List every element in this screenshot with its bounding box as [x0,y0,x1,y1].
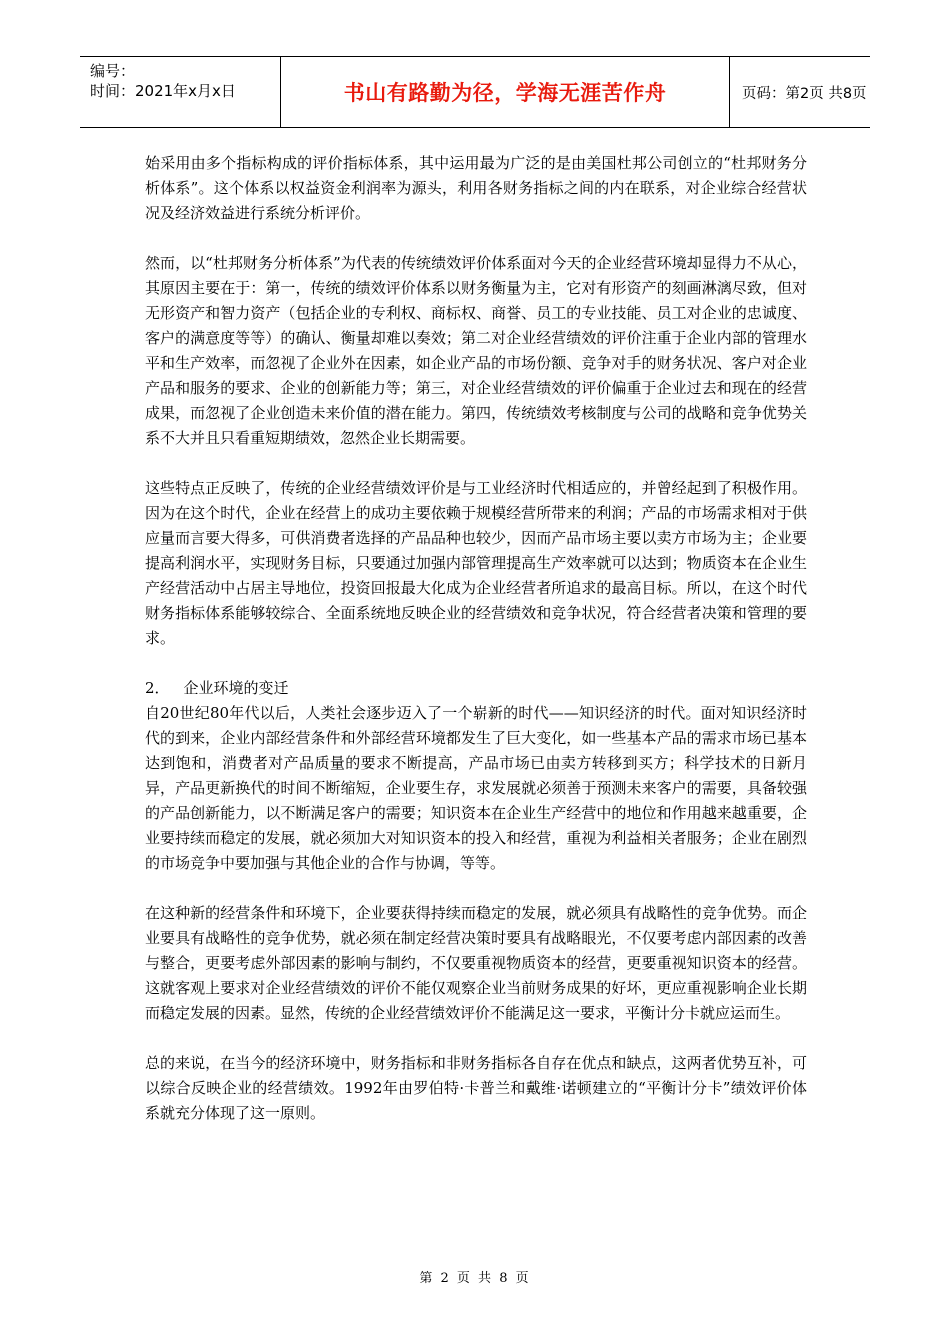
header-motto: 书山有路勤为径，学海无涯苦作舟 [281,57,730,127]
section-heading [145,676,807,701]
paragraph: 始采用由多个指标构成的评价指标体系，其中运用最为广泛的是由美国杜邦公司创立的“杜邦财务分析体系”。这个体系以权益资金利润率为源头，利用各财务指标之间的内在联系，对企业综合经营状况及经济效益进行系统分析评价。 [145,154,807,222]
header-page-label: 页码：第2页 共8页 [742,85,867,102]
paragraph: 自20世纪80年代以后，人类社会逐步迈入了一个崭新的时代——知识经济的时代。面对知识经济时代的到来，企业内部经营条件和外部经营环境都发生了巨大变化，如一些基本产品的需求市场已基本达到饱和，消费者对产品质量的要求不断提高，产品市场已由卖方转移到买方；科学技术的日新月异，产品更新换代的时间不断缩短，企业要生存，求发展就必须善于预测未来客户的需要，具备较强的产品创新能力，以不断满足客户的需要；知识资本在企业生产经营中的地位和作用越来越重要，企业要持续而稳定的发展，就必须加大对知识资本的投入和经营，重视为利益相关者服务；企业在剧烈的市场竞争中要加强与其他企业的合作与协调，等等。 [145,704,807,872]
paragraph: 在这种新的经营条件和环境下，企业要获得持续而稳定的发展，就必须具有战略性的竞争优势。而企业要具有战略性的竞争优势，就必须在制定经营决策时要具有战略眼光，不仅要考虑内部因素的改善与整合，更要考虑外部因素的影响与制约，不仅要重视物质资本的经营，更要重视知识资本的经营。这就客观上要求对企业经营绩效的评价不能仅观察企业当前财务成果的好坏，更应重视影响企业长期而稳定发展的因素。显然，传统的企业经营绩效评价不能满足这一要求，平衡计分卡就应运而生。 [145,904,807,1022]
document-number-label: 编号： [90,62,136,80]
paragraph: 这些特点正反映了，传统的企业经营绩效评价是与工业经济时代相适应的，并曾经起到了积极作用。因为在这个时代，企业在经营上的成功主要依赖于规模经营所带来的利润；产品的市场需求相对于供应量而言要大得多，可供消费者选择的产品品种也较少，因而产品市场主要以卖方市场为主；企业要提高利润水平，实现财务目标，只要通过加强内部管理提高生产效率就可以达到；物质资本在企业生产经营活动中占居主导地位，投资回报最大化成为企业经营者所追求的最高目标。所以，在这个时代财务指标体系能够较综合、全面系统地反映企业的经营绩效和竞争状况，符合经营者决策和管理的要求。 [145,479,807,647]
paragraph: 然而，以“杜邦财务分析体系”为代表的传统绩效评价体系面对今天的企业经营环境却显得力不从心，其原因主要在于：第一，传统的绩效评价体系以财务衡量为主，它对有形资产的刻画淋漓尽致，但对无形资产和智力资产（包括企业的专利权、商标权、商誉、员工的专业技能、员工对企业的忠诚度、客户的满意度等等）的确认、衡量却难以奏效；第二对企业经营绩效的评价注重于企业内部的管理水平和生产效率，而忽视了企业外在因素，如企业产品的市场份额、竞争对手的财务状况、客户对企业产品和服务的要求、企业的创新能力等；第三，对企业经营绩效的评价偏重于企业过去和现在的经营成果，而忽视了企业创造未来价值的潜在能力。第四，传统绩效考核制度与公司的战略和竞争优势关系不大并且只看重短期绩效，忽然企业长期需要。 [145,254,807,447]
page-header [80,56,870,128]
document-time-label: 时间：2021年x月x日 [90,82,236,100]
section-title: 企业环境的变迁 [183,679,289,697]
document-body [145,151,807,1126]
page-footer: 第 2 页 共 8 页 [419,1271,531,1286]
paragraph: 总的来说，在当今的经济环境中，财务指标和非财务指标各自存在优点和缺点，这两者优势互补，可以综合反映企业的经营绩效。1992年由罗伯特·卡普兰和戴维·诺顿建立的“平衡计分卡”绩效评价体系就充分体现了这一原则。 [145,1054,807,1122]
section-number: 2． [145,679,170,697]
header-meta [80,57,281,127]
